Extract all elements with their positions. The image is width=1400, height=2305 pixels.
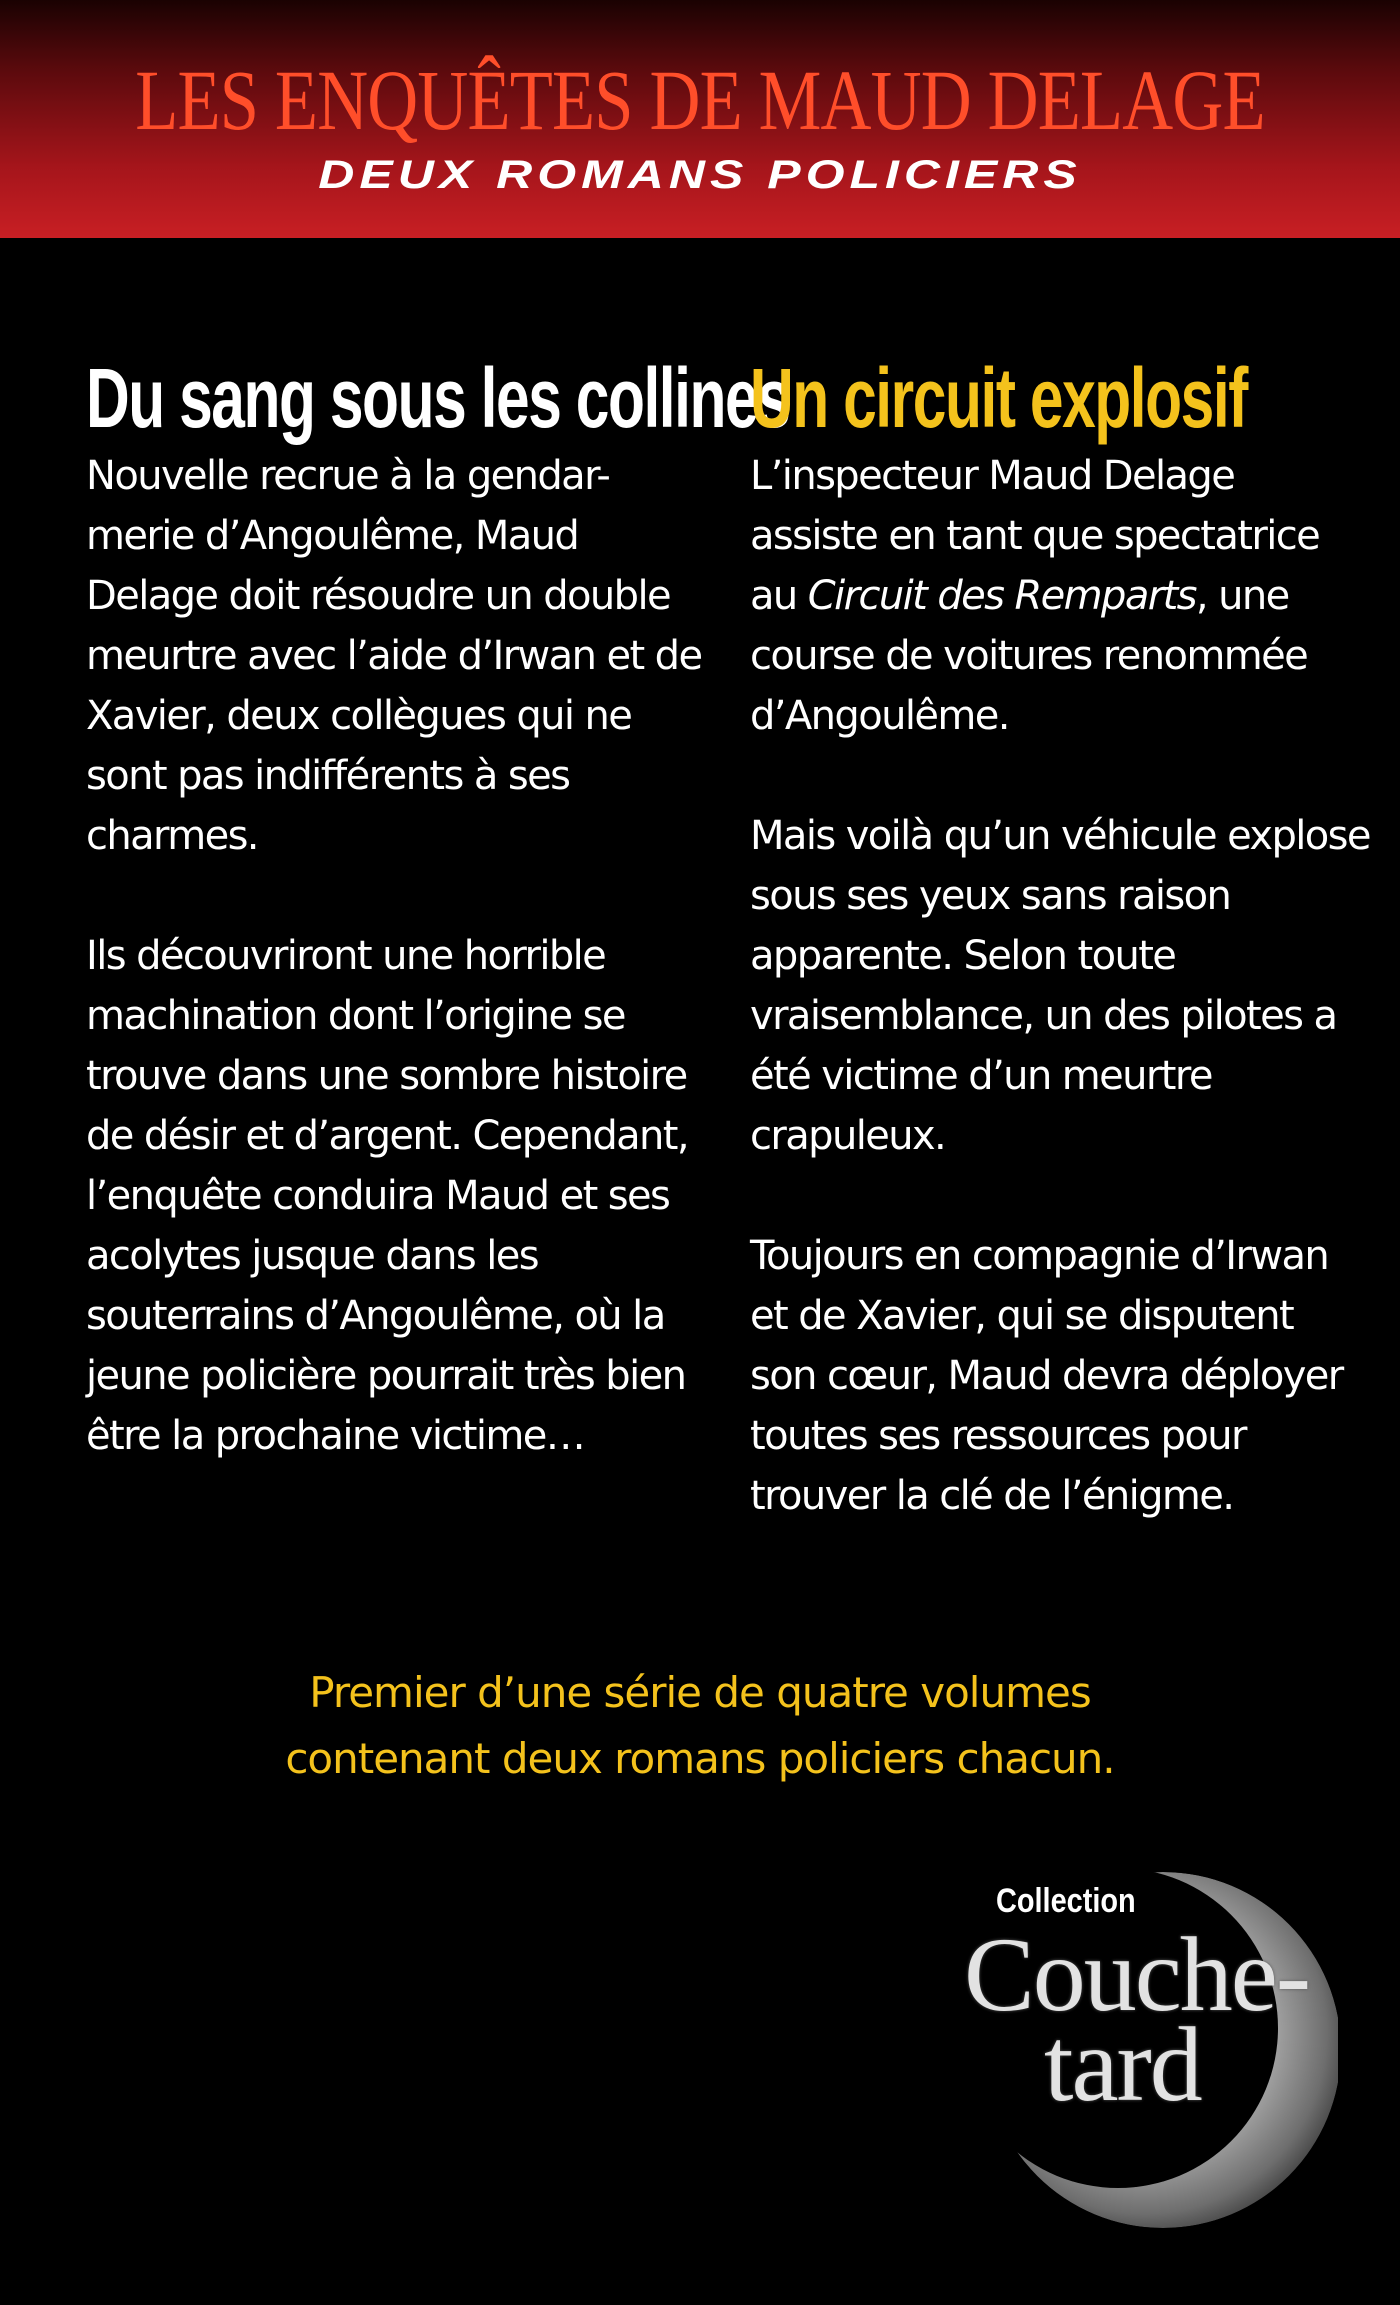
book-1-paragraph-2: Ils découvriront une horrible machination dont l’origine se trouve dans une sombre histoire de désir et d’argent. Cependant, l’enquête conduira Maud et ses acolytes jusque dans les souterrains d’Angoulême, où la jeune policière pourrait très bien être la prochaine victime… — [86, 933, 689, 1459]
collection-logo — [958, 1860, 1338, 2240]
book-2-title: Un circuit explosif — [750, 351, 1247, 445]
series-tagline — [0, 1660, 1400, 1792]
book-2-paragraph-1 — [750, 446, 1370, 746]
series-subtitle: DEUX ROMANS POLICIERS — [318, 153, 1082, 197]
collection-name-line-2: tard — [1044, 2006, 1201, 2123]
book-2-paragraph-1-start: L’inspecteur Maud Delage assiste en tant que spectatrice au — [750, 453, 1320, 619]
book-2-race-name: Circuit des Remparts — [807, 573, 1196, 619]
book-2-paragraph-1-end: , une course de voitures renommée d’Angoulême. — [750, 573, 1308, 739]
book-2-column — [750, 350, 1370, 1586]
book-1-column — [86, 350, 790, 1526]
series-title: LES ENQUÊTES DE MAUD DELAGE — [135, 52, 1265, 148]
collection-name-line-1: Couche- — [964, 1916, 1310, 2033]
book-2-paragraph-2: Mais voilà qu’un véhicule explose sous ses yeux sans raison apparente. Selon toute vraisemblance, un des pilotes a été victime d’un meurtre crapuleux. — [750, 813, 1370, 1159]
collection-label: Collection — [996, 1882, 1136, 1920]
book-1-paragraph-1: Nouvelle recrue à la gendar-merie d’Angoulême, Maud Delage doit résoudre un double meurtre avec l’aide d’Irwan et de Xavier, deux collègues qui ne sont pas indifférents à ses charmes. — [86, 453, 702, 859]
header-banner — [0, 0, 1400, 238]
book-1-title: Du sang sous les collines — [86, 351, 790, 445]
book-2-paragraph-3: Toujours en compagnie d’Irwan et de Xavier, qui se disputent son cœur, Maud devra déployer toutes ses ressources pour trouver la clé de l’énigme. — [750, 1233, 1343, 1519]
tagline-line-1: Premier d’une série de quatre volumes — [309, 1668, 1091, 1717]
tagline-line-2: contenant deux romans policiers chacun. — [285, 1734, 1115, 1783]
